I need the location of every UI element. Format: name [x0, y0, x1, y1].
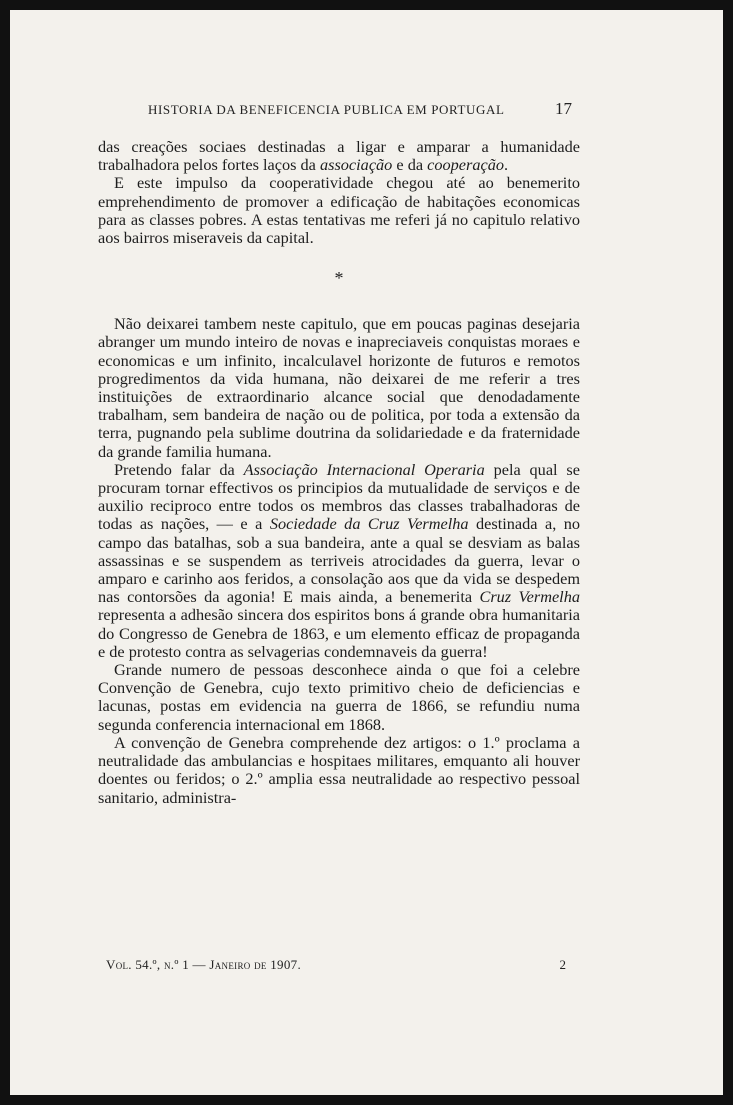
paragraph-1-text-3: .	[504, 155, 509, 175]
paragraph-3: Não deixarei tambem neste capitulo, que em poucas paginas desejaria abranger um mundo inteiro de novas e inapreciaveis conquistas moraes e economicas e um infinito, incalculavel horizonte de futuros e remotos progredimentos da vida humana, não deixarei de me referir a tres instituições de extraordinario alcance social que denodadamente trabalham, sem bandeira de nação ou de politica, por toda a extensão da terra, pugnando pela sublime doutrina da solidariedade e da fraternidade da grande familia humana.	[98, 314, 580, 461]
paragraph-4-text-4: representa a adhesão sincera dos espiritos bons á grande obra humanitaria do Congresso de Genebra de 1863, e um elemento efficaz de propaganda e de protesto contra as selvagerias condemnaveis da guerra!	[98, 605, 580, 661]
running-title: HISTORIA DA BENEFICENCIA PUBLICA EM PORTUGAL	[148, 102, 505, 117]
paragraph-4-text-1: Pretendo falar da	[114, 459, 244, 479]
page-footer	[106, 957, 566, 975]
paragraph-4-text-2: pela qual se procuram tornar effectivos os principios da mutualidade de serviços e de auxilio reciproco entre todos os membros das classes trabalhadoras de todas as nações, — e a	[98, 459, 580, 534]
signature-mark: 2	[559, 957, 566, 972]
page-number: 17	[555, 99, 572, 118]
paragraph-4	[98, 461, 580, 661]
paragraph-1-italic-1: associação	[319, 155, 393, 175]
paragraph-1-text-2: e da	[392, 155, 428, 175]
paragraph-5: Grande numero de pessoas desconhece ainda o que foi a celebre Convenção de Genebra, cujo texto primitivo cheio de deficiencias e lacunas, postas em evidencia na guerra de 1866, se refundiu numa segunda conferencia internacional em 1868.	[98, 660, 580, 734]
document-page	[10, 10, 723, 1095]
paragraph-6: A convenção de Genebra comprehende dez artigos: o 1.º proclama a neutralidade das ambulancias e hospitaes militares, emquanto ali houver doentes ou feridos; o 2.º amplia essa neutralidade ao respectivo pessoal sanitario, administra-	[98, 732, 580, 807]
section-ornament: *	[334, 268, 344, 289]
page-header	[10, 99, 723, 122]
volume-info: Vol. 54.º, n.º 1 — Janeiro de 1907.	[106, 957, 301, 972]
paragraph-1	[98, 138, 580, 174]
paragraph-4-italic-2: Sociedade da Cruz Vermelha	[269, 514, 469, 534]
paragraph-1-text: das creações sociaes destinadas a ligar e amparar a humanidade trabalhadora pelos fortes laços da	[98, 137, 580, 175]
body-text	[98, 138, 580, 807]
paragraph-4-italic-3: Cruz Vermelha	[479, 587, 580, 607]
paragraph-1-italic-2: cooperação	[427, 155, 504, 175]
paragraph-2: E este impulso da cooperatividade chegou até ao benemerito emprehendimento de promover a edificação de habitações economicas para as classes pobres. A estas tentativas me referi já no capitulo relativo aos bairros miseraveis da capital.	[98, 173, 580, 248]
paragraph-4-italic-1: Associação Internacional Operaria	[243, 459, 485, 479]
paragraph-4-text-3: destinada a, no campo das batalhas, sob a sua bandeira, ante a qual se desviam as balas assassinas e se suspendem as terriveis atrocidades da guerra, levar o amparo e carinho aos feridos, a consolação aos que da vida se despedem nas contorsões da agonia! E mais ainda, a benemerita	[98, 514, 581, 607]
